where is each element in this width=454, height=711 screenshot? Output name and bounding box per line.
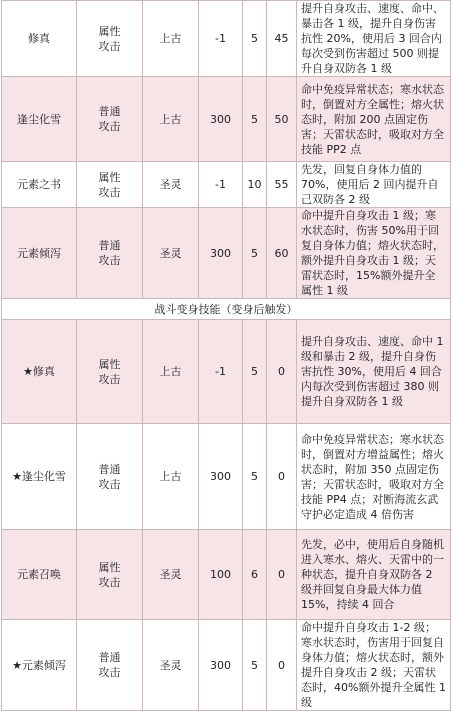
skill-speed: 50: [267, 77, 297, 162]
table-row: [2, 620, 451, 711]
skill-pp: 5: [243, 424, 267, 530]
skill-power: 300: [199, 620, 243, 711]
skill-pp: 5: [243, 77, 267, 162]
skill-power: -1: [199, 320, 243, 424]
skill-pp: 5: [243, 320, 267, 424]
skill-type: 普通 攻击: [77, 208, 143, 299]
table-row: [2, 530, 451, 620]
table-row: [2, 320, 451, 424]
skill-name: 修真: [2, 1, 77, 77]
skill-power: 300: [199, 77, 243, 162]
skill-race: 上古: [143, 424, 199, 530]
skill-race: 上古: [143, 1, 199, 77]
skill-desc: 提升自身攻击、速度、命中 1 级和暴击 2 级，提升自身伤害抗性 30%，使用后 4 回合内每次受到伤害超过 380 则提升自身双防各 1 级: [297, 320, 451, 424]
skill-desc: 先发，必中，使用后自身随机进入寒水、熔火、天雷中的一种状态，提升自身双防各 2 级并回复自身最大体力值 15%，持续 4 回合: [297, 530, 451, 620]
skill-power: -1: [199, 162, 243, 208]
skill-type: 普通 攻击: [77, 77, 143, 162]
skill-type: 普通 攻击: [77, 424, 143, 530]
table-row: [2, 1, 451, 77]
skill-desc: 命中免疫异常状态；寒水状态时，倒置对方全属性；熔火状态时，附加 200 点固定伤害；天雷状态时，吸取对方全技能 PP2 点: [297, 77, 451, 162]
skill-speed: 0: [267, 320, 297, 424]
skill-pp: 5: [243, 1, 267, 77]
skill-speed: 60: [267, 208, 297, 299]
skill-type: 属性 攻击: [77, 530, 143, 620]
skill-race: 圣灵: [143, 162, 199, 208]
skill-desc: 命中提升自身攻击 1-2 级；寒水状态时，伤害用于回复自身体力值；熔火状态时，额外提升自身攻击 2 级；天雷状态时，40%额外提升全属性 1 级: [297, 620, 451, 711]
skill-power: 300: [199, 424, 243, 530]
skill-race: 上古: [143, 77, 199, 162]
skill-race: 圣灵: [143, 208, 199, 299]
skill-desc: 命中提升自身攻击 1 级；寒水状态时，伤害 50%用于回复自身体力值；熔火状态时，额外提升自身攻击 1 级；天雷状态时，15%额外提升全属性 1 级: [297, 208, 451, 299]
skill-name: 逢尘化雪: [2, 77, 77, 162]
skill-speed: 45: [267, 1, 297, 77]
skill-power: 100: [199, 530, 243, 620]
skill-pp: 5: [243, 620, 267, 711]
skill-type: 属性 攻击: [77, 320, 143, 424]
skill-pp: 10: [243, 162, 267, 208]
skill-name: 元素倾泻: [2, 208, 77, 299]
skill-name: 元素召唤: [2, 530, 77, 620]
skill-name: 元素之书: [2, 162, 77, 208]
skill-speed: 55: [267, 162, 297, 208]
skill-race: 圣灵: [143, 620, 199, 711]
skill-type: 普通 攻击: [77, 620, 143, 711]
skill-type: 属性 攻击: [77, 1, 143, 77]
skill-speed: 0: [267, 424, 297, 530]
table-row: [2, 77, 451, 162]
skill-power: 300: [199, 208, 243, 299]
skill-name: ★元素倾泻: [2, 620, 77, 711]
skill-pp: 5: [243, 208, 267, 299]
skill-type: 属性 攻击: [77, 162, 143, 208]
skill-race: 上古: [143, 320, 199, 424]
table-row: [2, 162, 451, 208]
skill-name: ★逢尘化雪: [2, 424, 77, 530]
table-row: [2, 208, 451, 299]
skill-pp: 6: [243, 530, 267, 620]
skill-speed: 0: [267, 530, 297, 620]
skill-table: [1, 0, 451, 711]
skill-speed: 0: [267, 620, 297, 711]
section-title: 战斗变身技能（变身后触发）: [2, 299, 451, 320]
skill-desc: 提升自身攻击、速度、命中、暴击各 1 级，提升自身伤害抗性 20%，使用后 3 回合内每次受到伤害超过 500 则提升自身双防各 1 级: [297, 1, 451, 77]
skill-power: -1: [199, 1, 243, 77]
skill-desc: 命中免疫异常状态；寒水状态时，倒置对方增益属性；熔火状态时，附加 350 点固定伤害；天雷状态时，吸取对方全技能 PP4 点；对断海流玄武守护必定造成 4 倍伤害: [297, 424, 451, 530]
skill-race: 圣灵: [143, 530, 199, 620]
table-row: [2, 424, 451, 530]
skill-name: ★修真: [2, 320, 77, 424]
skill-desc: 先发，回复自身体力值的 70%，使用后 2 回内提升自己双防各 2 级: [297, 162, 451, 208]
